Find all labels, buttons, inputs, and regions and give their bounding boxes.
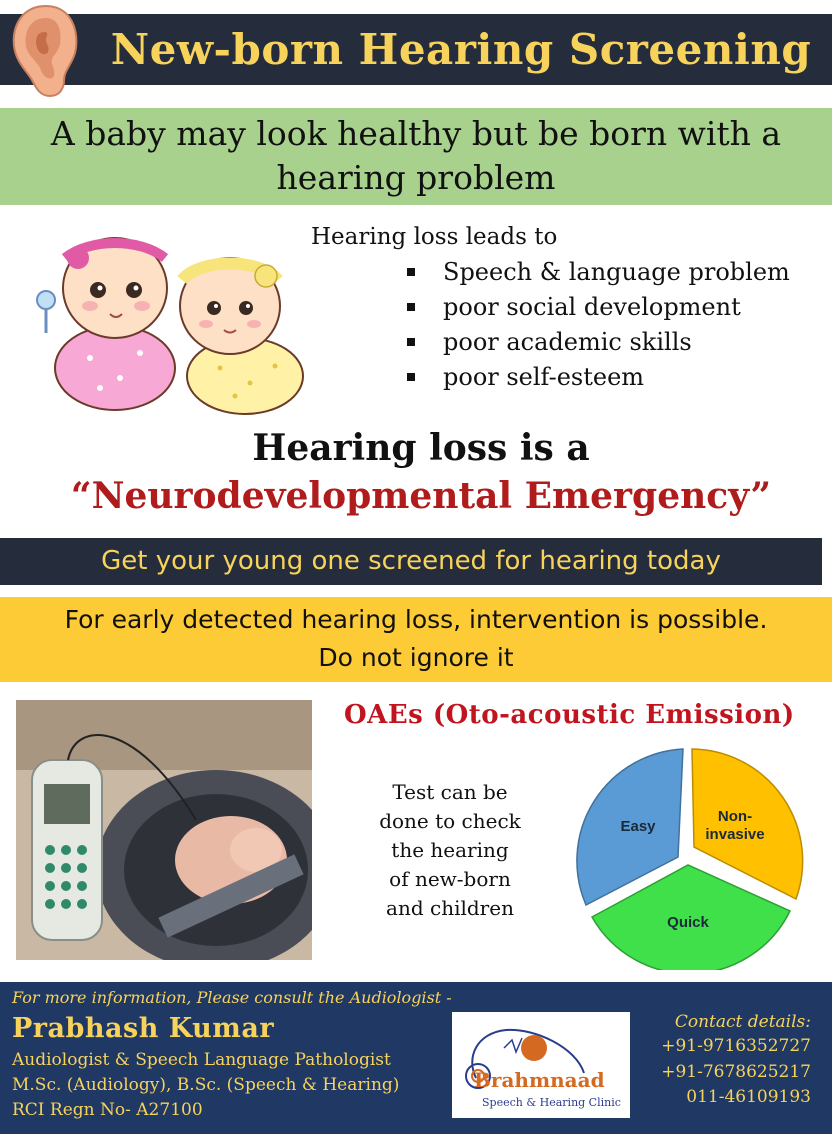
oae-title: OAEs (Oto-acoustic Emission) <box>344 700 795 730</box>
credential-line: Audiologist & Speech Language Pathologist <box>12 1050 391 1070</box>
oae-test-photo <box>16 700 312 960</box>
list-item-text: poor self-esteem <box>443 363 645 391</box>
cycle-label-easy: Easy <box>620 818 656 835</box>
emphasis-line-2: “Neurodevelopmental Emergency” <box>70 475 772 517</box>
cycle-label-non-invasive: Non-invasive <box>705 808 765 843</box>
oae-description-line: the hearing <box>391 838 509 862</box>
hearing-loss-heading: Hearing loss leads to <box>311 224 558 250</box>
page-title: New-born Hearing Screening <box>110 25 812 74</box>
credential-line: RCI Regn No- A27100 <box>12 1100 203 1120</box>
oae-description-line: and children <box>386 896 514 920</box>
cycle-label-quick: Quick <box>667 914 709 931</box>
yellow-banner-line-1: For early detected hearing loss, intervention is possible. <box>64 605 768 634</box>
clinic-logo-subtitle: Speech & Hearing Clinic <box>482 1096 621 1109</box>
audiologist-name: Prabhash Kumar <box>12 1013 275 1044</box>
credential-line: M.Sc. (Audiology), B.Sc. (Speech & Hearing) <box>12 1075 400 1095</box>
call-to-action-text: Get your young one screened for hearing today <box>101 546 721 576</box>
oae-description-line: done to check <box>379 809 521 833</box>
clinic-logo-name: Brahmnaad <box>474 1068 605 1092</box>
contact-label: Contact details: <box>674 1012 811 1032</box>
consult-note: For more information, Please consult the Audiologist - <box>12 988 452 1007</box>
ear-icon <box>6 0 86 100</box>
yellow-banner-line-2: Do not ignore it <box>318 643 514 672</box>
phone-number[interactable]: 011-46109193 <box>686 1087 811 1107</box>
list-item <box>405 255 790 290</box>
oae-description <box>370 778 530 923</box>
list-item <box>405 325 790 360</box>
oae-benefits-cycle <box>560 735 816 970</box>
phone-number[interactable]: +91-7678625217 <box>661 1062 811 1082</box>
oae-description-line: of new-born <box>389 867 511 891</box>
green-banner-text <box>10 112 822 200</box>
oae-description-line: Test can be <box>392 780 508 804</box>
bullet-square-icon <box>407 338 415 346</box>
list-item <box>405 360 790 395</box>
bullet-square-icon <box>407 268 415 276</box>
bullet-square-icon <box>407 373 415 381</box>
emphasis-line-1: Hearing loss is a <box>252 427 590 469</box>
green-banner-line-2: hearing problem <box>276 158 556 197</box>
list-item-text: poor academic skills <box>443 328 692 356</box>
yellow-banner-text <box>0 601 832 677</box>
babies-illustration <box>30 218 330 418</box>
green-banner-line-1: A baby may look healthy but be born with a <box>50 114 782 153</box>
list-item <box>405 290 790 325</box>
list-item-text: Speech & language problem <box>443 258 790 286</box>
hearing-loss-list <box>405 255 790 395</box>
list-item-text: poor social development <box>443 293 741 321</box>
bullet-square-icon <box>407 303 415 311</box>
phone-number[interactable]: +91-9716352727 <box>661 1036 811 1056</box>
